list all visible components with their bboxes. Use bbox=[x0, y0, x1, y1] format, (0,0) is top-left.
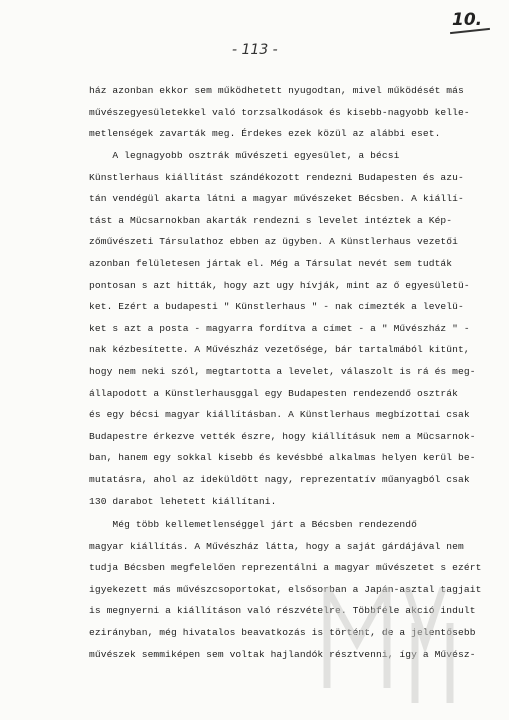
text-line: állapodott a Künstlerhausggal egy Budapesten rendezendő osztrák bbox=[89, 387, 459, 399]
archive-watermark-logo bbox=[315, 528, 475, 718]
text-line: ban, hanem egy sokkal kisebb és kevésbbé alkalmas helyen kerül be- bbox=[89, 452, 476, 464]
text-line: 130 darabot lehetett kiállítani. bbox=[89, 495, 277, 507]
text-line: tán vendégül akarta látni a magyar művészeket Bécsben. A kiállí- bbox=[89, 193, 464, 205]
text-line: ezirányban, még hivatalos beavatkozás is történt, de a jelentősebb bbox=[89, 626, 476, 638]
text-line: Künstlerhaus kiállítást szándékozott rendezni Budapesten és azu- bbox=[89, 171, 464, 183]
text-line: művészegyesületekkel való torzsalkodások és kisebb-nagyobb kelle- bbox=[89, 106, 470, 118]
text-line: ket. Ezért a budapesti " Künstlerhaus " - nak címezték a levelü- bbox=[89, 301, 464, 313]
paragraph-2 bbox=[89, 145, 489, 512]
text-line: Budapestre érkezve vették észre, hogy kiállításuk nem a Mücsarnok- bbox=[89, 430, 476, 442]
text-line: ház azonban ekkor sem működhetett nyugodtan, mivel működését más bbox=[89, 85, 464, 96]
text-line: tást a Mücsarnokban akarták rendezni s levelet intéztek a Kép- bbox=[89, 214, 453, 226]
text-line: hogy nem neki szól, megtartotta a levelet, válaszolt is rá és meg- bbox=[89, 365, 476, 377]
text-line: zőművészeti Társulathoz ebben az ügyben. A Künstlerhaus vezetői bbox=[89, 236, 459, 248]
text-line: metlenségek zavarták meg. Érdekes ezek közül az alábbi eset. bbox=[89, 128, 441, 140]
sheet-number: 10. bbox=[452, 10, 483, 30]
text-line: tudja Bécsben megfelelően reprezentálni a magyar művészetet s ezért bbox=[89, 562, 482, 574]
text-line: is megnyerni a kiállításon való részvételre. Többféle akció indult bbox=[89, 605, 476, 617]
text-line: mutatásra, ahol az ideküldött nagy, reprezentatív műanyagból csak bbox=[89, 473, 470, 485]
text-line: ket s azt a posta - magyarra fordítva a címet - a " Művészház " - bbox=[89, 322, 470, 334]
text-line: és egy bécsi magyar kiállításban. A Künstlerhaus megbízottai csak bbox=[89, 409, 470, 421]
text-line: Még több kellemetlenséggel járt a Bécsben rendezendő bbox=[89, 519, 418, 530]
text-line: nak kézbesítette. A Művészház vezetősége, bár tartalmából kitünt, bbox=[89, 344, 470, 356]
text-line: pontosan s azt hitták, hogy azt ugy hívják, mint az ő egyesületü- bbox=[89, 279, 470, 291]
text-line: igyekezett más művészcsoportokat, elsősorban a Japán-asztal tagjait bbox=[89, 583, 482, 595]
text-line: A legnagyobb osztrák művészeti egyesület, a bécsi bbox=[89, 150, 400, 161]
paragraph-1 bbox=[89, 80, 489, 145]
text-line: magyar kiállítás. A Művészház látta, hogy a saját gárdájával nem bbox=[89, 540, 464, 552]
text-line: művészek semmiképen sem voltak hajlandók résztvenni, így a Művész- bbox=[89, 648, 476, 660]
text-line: azonban felületesen jártak el. Még a Társulat nevét sem tudták bbox=[89, 257, 453, 269]
page-number: - 113 - bbox=[232, 42, 278, 58]
